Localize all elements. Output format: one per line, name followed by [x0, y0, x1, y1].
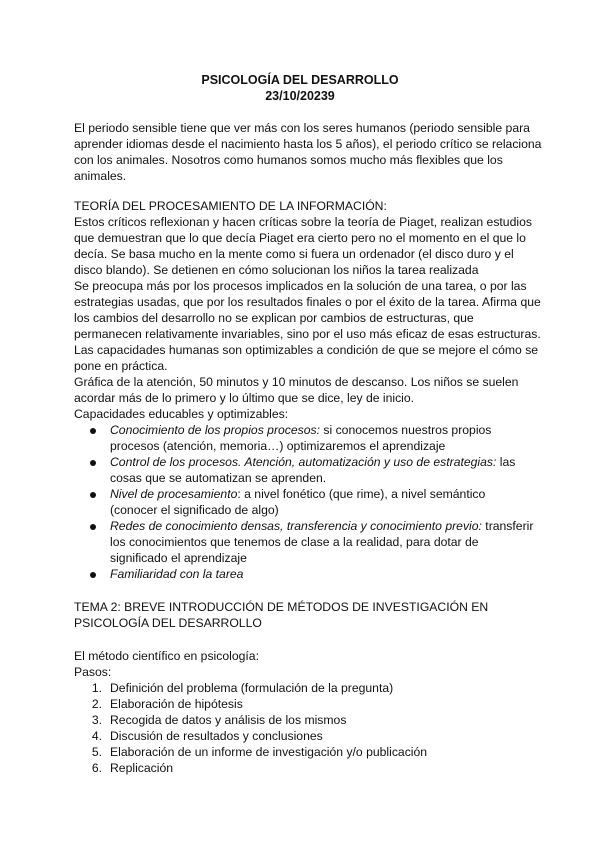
- bullet-icon: [90, 428, 96, 434]
- step-text: Discusión de resultados y conclusiones: [110, 729, 323, 743]
- list-item-text: si conocemos nuestros propios procesos (atención, memoria…) optimizaremos el aprendizaje: [110, 423, 492, 453]
- bullet-icon: [90, 572, 96, 578]
- document-date: 23/10/20239: [265, 89, 335, 103]
- step-number: 3.: [91, 713, 102, 727]
- step-number: 5.: [91, 745, 102, 759]
- list-item-lead: Familiaridad con la tarea: [110, 567, 244, 581]
- step-number: 4.: [91, 729, 102, 743]
- list-item: [110, 566, 535, 582]
- body-paragraph: Gráfica de la atención, 50 minutos y 10 minutos de descanso. Los niños se suelen acordar más de lo primero y lo último que se dice, ley de inicio.: [74, 375, 519, 405]
- list-item-lead: Control de los procesos. Atención, automatización y uso de estrategias:: [110, 455, 497, 469]
- list-item: [110, 518, 535, 566]
- step-text: Elaboración de hipótesis: [110, 697, 243, 711]
- document-title: PSICOLOGÍA DEL DESARROLLO: [201, 73, 399, 87]
- list-item: [110, 422, 535, 454]
- list-item: [110, 454, 535, 486]
- intro-paragraph: El periodo sensible tiene que ver más con los seres humanos (periodo sensible para aprender idiomas desde el nacimiento hasta los 5 años), el periodo crítico se relaciona con los animales. Nosotros como humanos somos mucho más flexibles que los animales.: [74, 121, 542, 183]
- list-item-text: : a nivel fonético (que rime), a nivel semántico (conocer el significado de algo): [110, 487, 486, 517]
- list-item-lead: Nivel de procesamiento: [110, 487, 238, 501]
- bullet-icon: [90, 492, 96, 498]
- list-item-text: las cosas que se automatizan se aprenden.: [110, 455, 516, 485]
- step-text: Recogida de datos y análisis de los mismos: [110, 713, 347, 727]
- list-item-text: transferir los conocimientos que tenemos de clase a la realidad, para dotar de significado el aprendizaje: [110, 519, 534, 565]
- list-item-lead: Conocimiento de los propios procesos:: [110, 423, 321, 437]
- list-item: [110, 486, 535, 518]
- list-intro: Capacidades educables y optimizables:: [74, 407, 289, 421]
- step-number: 1.: [91, 681, 102, 695]
- step-number: 2.: [91, 697, 102, 711]
- step-number: 6.: [91, 761, 102, 775]
- section-heading: TEMA 2: BREVE INTRODUCCIÓN DE MÉTODOS DE INVESTIGACIÓN EN PSICOLOGÍA DEL DESARROLLO: [74, 600, 489, 630]
- method-title: El método científico en psicología:: [74, 649, 259, 663]
- body-paragraph: Estos críticos reflexionan y hacen críticas sobre la teoría de Piaget, realizan estudios que demuestran que lo que decía Piaget era cierto pero no el momento en el que lo decía. Se basa mucho en la mente como si fuera un ordenador (el disco duro y el disco blando). Se detienen en cómo solucionan los niños la tarea realizada: [74, 215, 532, 277]
- step-text: Elaboración de un informe de investigación y/o publicación: [110, 745, 428, 759]
- bullet-icon: [90, 460, 96, 466]
- steps-label: Pasos:: [74, 665, 112, 679]
- step-text: Definición del problema (formulación de la pregunta): [110, 681, 394, 695]
- list-item-lead: Redes de conocimiento densas, transferencia y conocimiento previo:: [110, 519, 482, 533]
- body-paragraph: Se preocupa más por los procesos implicados en la solución de una tarea, o por las estrategias usadas, que por los resultados finales o por el éxito de la tarea. Afirma que los cambios del desarrollo no se explican por cambios de estructuras, que permanecen relativamente invariables, sino por el uso más eficaz de esas estructuras. Las capacidades humanas son optimizables a condición de que se mejore el cómo se pone en práctica.: [74, 279, 541, 373]
- bullet-icon: [90, 524, 96, 530]
- step-text: Replicación: [110, 761, 174, 775]
- section-heading: TEORÍA DEL PROCESAMIENTO DE LA INFORMACIÓN:: [74, 199, 387, 213]
